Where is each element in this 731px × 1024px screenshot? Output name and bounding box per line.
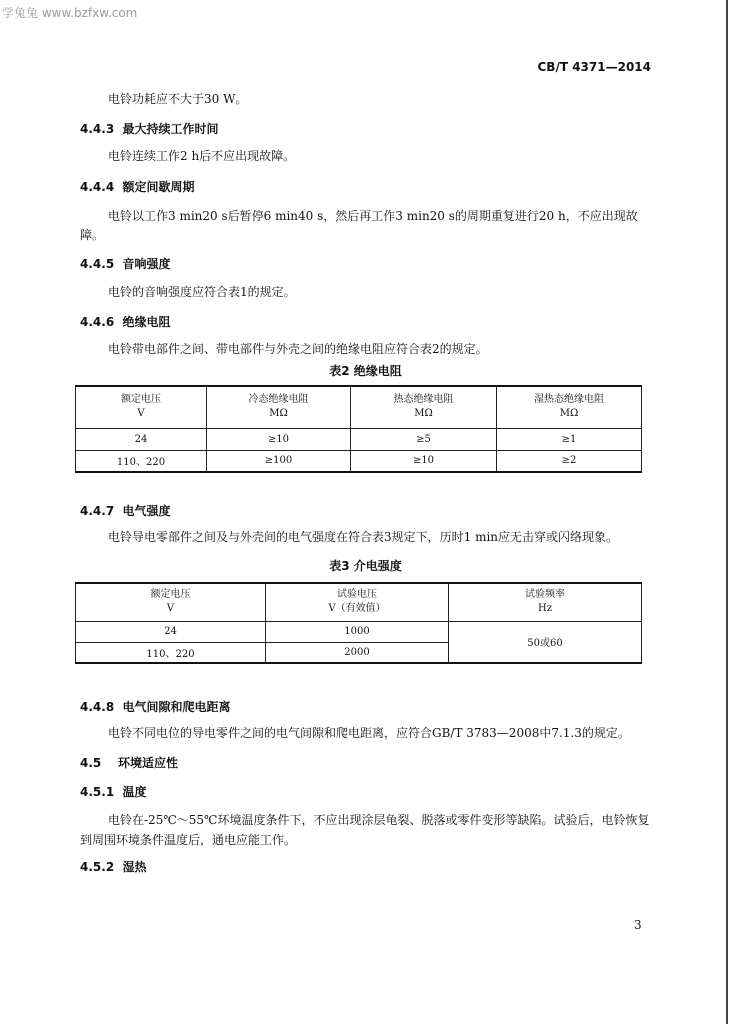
header-unit: MΩ (559, 408, 579, 420)
header-unit: Hz (538, 603, 552, 615)
header-unit: MΩ (414, 408, 433, 420)
heading-title: 额定间歇周期 (122, 180, 195, 194)
table-header-cell (449, 583, 642, 621)
header-label: 试验频率 (525, 589, 565, 601)
header-unit: V (166, 603, 175, 615)
header-label: 热态绝缘电阻 (393, 394, 454, 406)
paragraph-continuous: 电铃连续工作2 h后不应出现故障。 (108, 149, 296, 163)
heading-title: 电气强度 (122, 504, 171, 518)
page-number: 3 (634, 918, 642, 932)
heading-number: 4.5.2 (80, 860, 115, 874)
heading-number: 4.4.4 (80, 180, 115, 194)
heading-4-4-8 (80, 698, 231, 715)
heading-4-4-7 (80, 502, 171, 519)
heading-title: 温度 (122, 785, 147, 799)
header-unit: V（有效值） (328, 603, 386, 615)
table-cell: ≥1 (497, 428, 642, 450)
header-label: 冷态绝缘电阻 (248, 394, 309, 406)
table-dielectric-strength (75, 582, 642, 664)
paragraph-power: 电铃功耗应不大于30 W。 (108, 92, 248, 106)
heading-number: 4.4.8 (80, 700, 115, 714)
table-cell: ≥5 (351, 428, 497, 450)
watermark-text: 学兔兔 www.bzfxw.com (2, 6, 138, 20)
header-label: 额定电压 (150, 589, 191, 601)
page-edge-line (726, 0, 728, 1024)
heading-title: 绝缘电阻 (122, 315, 171, 329)
table-row (76, 428, 642, 450)
heading-4-4-4 (80, 178, 195, 195)
heading-number: 4.4.6 (80, 315, 115, 329)
table-cell: ≥100 (207, 450, 351, 472)
paragraph-cycle: 电铃以工作3 min20 s后暂停6 min40 s，然后再工作3 min20 s的周期重复进行20 h，不应出现故障。 (80, 209, 638, 242)
heading-title: 环境适应性 (117, 756, 178, 770)
header-label: 湿热态绝缘电阻 (534, 394, 604, 406)
standard-code: CB/T 4371—2014 (537, 60, 651, 74)
table-cell: ≥2 (497, 450, 642, 472)
table3-caption: 表3 介电强度 (329, 559, 402, 573)
paragraph-dielectric: 电铃导电零部件之间及与外壳间的电气强度在符合表3规定下，历时1 min应无击穿或闪络现象。 (108, 530, 619, 544)
paragraph-clearance: 电铃不同电位的导电零件之间的电气间隙和爬电距离，应符合GB/T 3783—2008中7.1.3的规定。 (108, 726, 630, 740)
table-row (76, 621, 642, 642)
table-header-cell (497, 386, 642, 428)
table-header-cell (207, 386, 351, 428)
table-header-row (76, 583, 642, 621)
header-unit: MΩ (269, 408, 288, 420)
header-unit: V (137, 408, 145, 420)
heading-number: 4.5.1 (80, 785, 115, 799)
table-cell-frequency: 50或60 (449, 621, 642, 663)
table-header-cell (76, 583, 266, 621)
heading-number: 4.4.5 (80, 257, 115, 271)
table-cell: 2000 (266, 642, 449, 663)
paragraph-temperature: 电铃在-25℃～55℃环境温度条件下，不应出现涂层龟裂、脱落或零件变形等缺陷。试验后，电铃恢复到周围环境条件温度后，通电应能工作。 (80, 813, 650, 847)
table-cell: 110、220 (76, 642, 266, 663)
heading-4-4-5 (80, 255, 171, 272)
heading-number: 4.4.3 (80, 122, 115, 136)
heading-number: 4.5 (80, 756, 102, 770)
table-header-row (76, 386, 642, 428)
heading-4-5 (80, 754, 178, 771)
table-cell: 24 (76, 428, 207, 450)
table-header-cell (76, 386, 207, 428)
heading-number: 4.4.7 (80, 504, 115, 518)
heading-4-5-2 (80, 858, 147, 875)
heading-4-4-6 (80, 313, 171, 330)
table-insulation-resistance (75, 385, 642, 473)
heading-4-4-3 (80, 120, 219, 137)
table2-caption: 表2 绝缘电阻 (329, 364, 402, 378)
table-cell: ≥10 (207, 428, 351, 450)
heading-4-5-1 (80, 783, 147, 800)
heading-title: 湿热 (122, 860, 147, 874)
table-row (76, 450, 642, 472)
paragraph-sound: 电铃的音响强度应符合表1的规定。 (108, 285, 296, 299)
header-label: 试验电压 (337, 589, 377, 601)
table-cell: 24 (76, 621, 266, 642)
table-cell: ≥10 (351, 450, 497, 472)
heading-title: 电气间隙和爬电距离 (122, 700, 231, 714)
table-cell: 1000 (266, 621, 449, 642)
table-header-cell (351, 386, 497, 428)
table-header-cell (266, 583, 449, 621)
header-label: 额定电压 (121, 394, 161, 406)
paragraph-insulation: 电铃带电部件之间、带电部件与外壳之间的绝缘电阻应符合表2的规定。 (108, 342, 488, 356)
heading-title: 音响强度 (122, 257, 171, 271)
heading-title: 最大持续工作时间 (122, 122, 219, 136)
table-cell: 110、220 (76, 450, 207, 472)
